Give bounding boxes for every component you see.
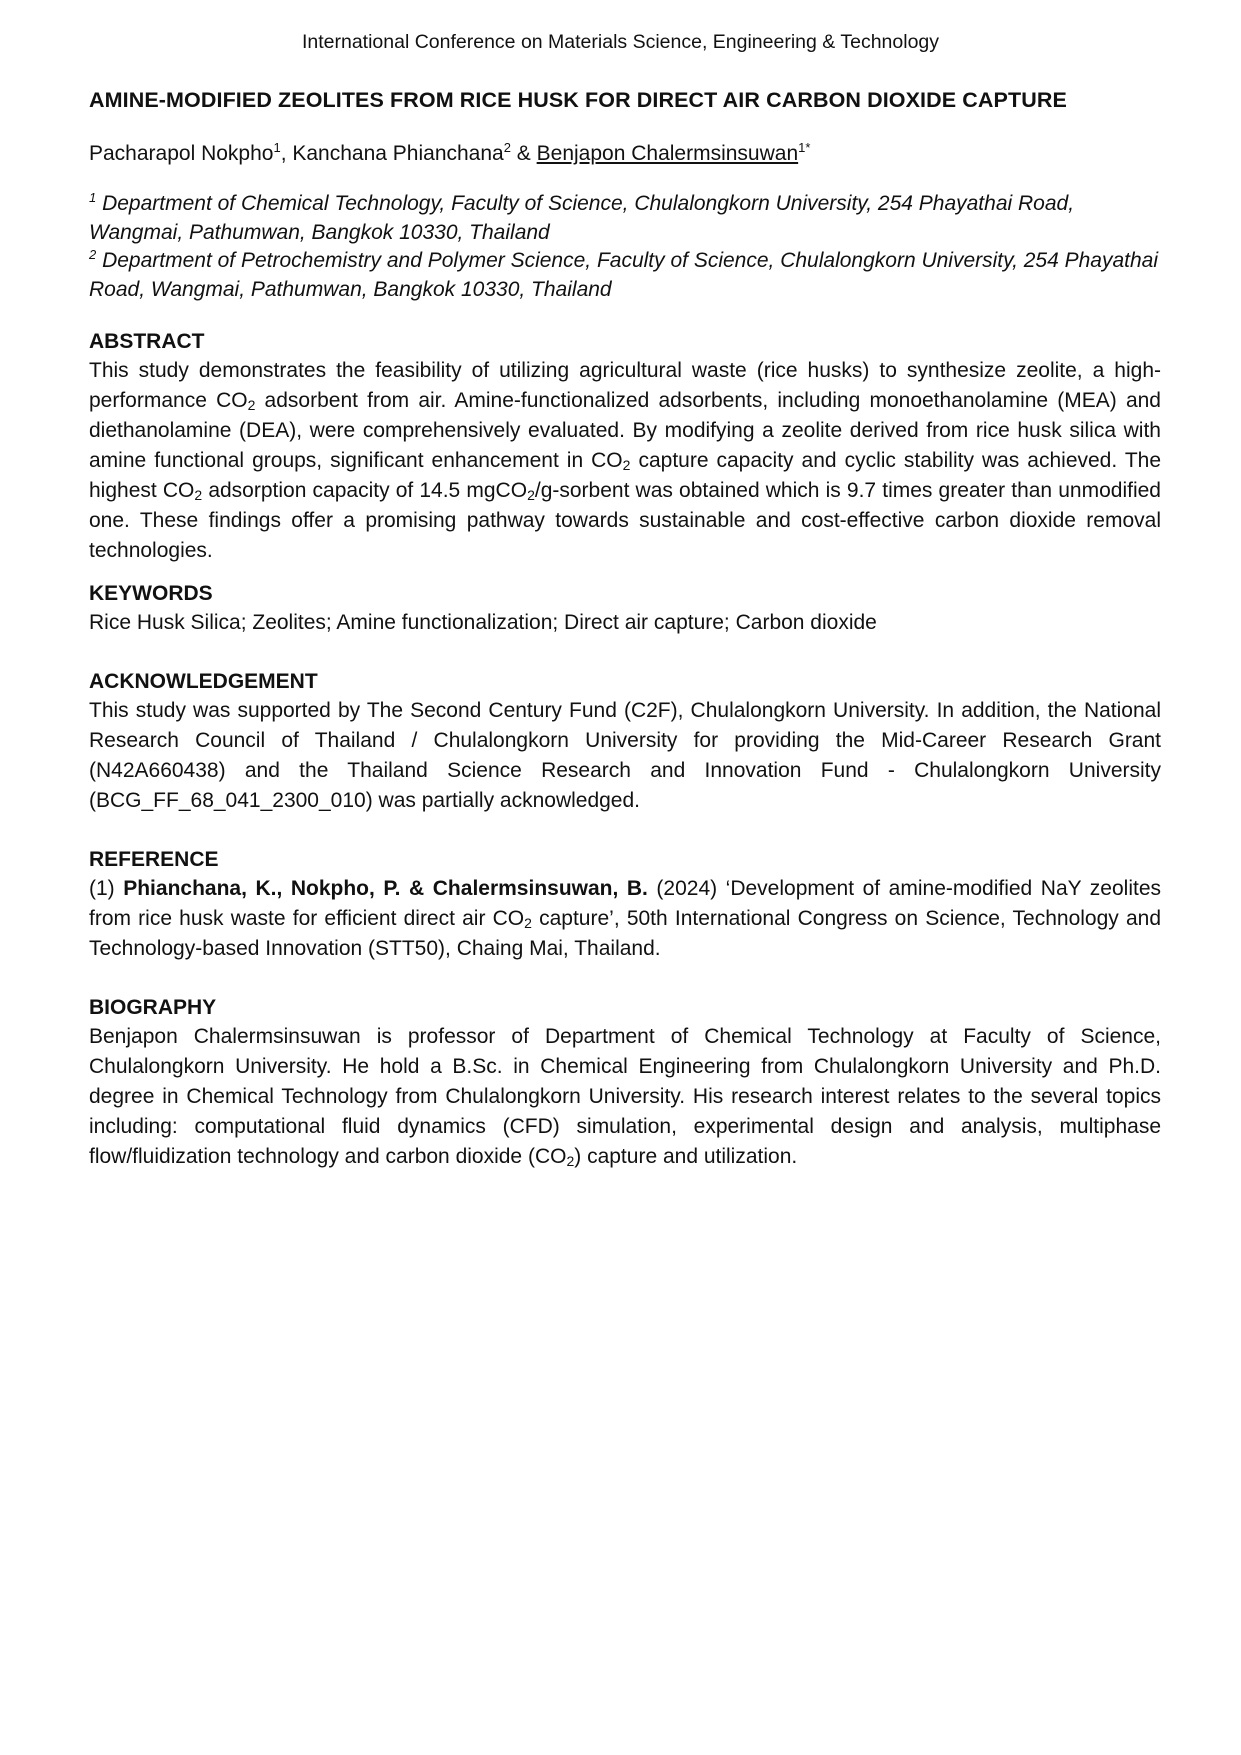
- text-run: ) capture and utilization.: [574, 1145, 798, 1168]
- acknowledgement-section: [89, 668, 1161, 816]
- subscript: 2: [566, 1153, 575, 1170]
- affiliation-item: [89, 247, 1161, 304]
- section-heading: ABSTRACT: [89, 330, 205, 353]
- section-heading: ACKNOWLEDGEMENT: [89, 670, 318, 693]
- corresponding-author-name: Benjapon Chalermsinsuwan: [536, 142, 799, 165]
- author-separator: &: [510, 142, 537, 165]
- biography-section: [89, 994, 1161, 1172]
- affiliation-number: 1: [89, 190, 97, 205]
- subscript: 2: [527, 487, 535, 504]
- paper-title: AMINE-MODIFIED ZEOLITES FROM RICE HUSK FOR DIRECT AIR CARBON DIOXIDE CAPTURE: [89, 88, 1067, 112]
- biography-text: [89, 1022, 1161, 1172]
- author-affil-marker: 1: [273, 140, 281, 155]
- keywords-section: [89, 580, 1161, 638]
- text-run: capture capacity and cyclic stability was achieved. The highest CO: [89, 449, 1161, 502]
- text-run: adsorption capacity of 14.5 mgCO: [202, 479, 528, 502]
- section-heading: KEYWORDS: [89, 582, 213, 605]
- spacer: [89, 964, 1161, 994]
- affiliation-item: [89, 190, 1161, 247]
- author-separator: ,: [280, 142, 293, 165]
- text-run: (2024) ‘Development of amine-modified NaY zeolites from rice husk waste for efficient direct air CO: [89, 877, 1162, 930]
- section-heading: BIOGRAPHY: [89, 996, 217, 1019]
- reference-authors: Phianchana, K., Nokpho, P. & Chalermsinsuwan, B.: [123, 877, 648, 900]
- author-affil-marker: 2: [503, 140, 511, 155]
- subscript: 2: [247, 397, 256, 414]
- reference-number: (1): [89, 877, 124, 900]
- subscript: 2: [524, 915, 532, 932]
- text-run: adsorbent from air. Amine-functionalized adsorbents, including monoethanolamine (MEA) and diethanolamine (DEA), were comprehensively evaluated. By modifying a zeolite derived from rice husk silica with amine functional groups, significant enhancement in CO: [89, 389, 1161, 472]
- affiliations: [89, 190, 1161, 304]
- affiliation-text: Department of Petrochemistry and Polymer Science, Faculty of Science, Chulalongkorn University, 254 Phayathai Road, Wangmai, Pathumwan, Bangkok 10330, Thailand: [89, 249, 1159, 301]
- text-run: Benjapon Chalermsinsuwan is professor of Department of Chemical Technology at Faculty of Science, Chulalongkorn University. He hold a B.Sc. in Chemical Engineering from Chulalongkorn University and Ph.D. degree in Chemical Technology from Chulalongkorn University. His research interest relates to the several topics including: computational fluid dynamics (CFD) simulation, experimental design and analysis, multiphase flow/fluidization technology and carbon dioxide (CO: [89, 1025, 1161, 1168]
- abstract-text: [89, 356, 1161, 566]
- section-heading: REFERENCE: [89, 848, 219, 871]
- spacer: [89, 816, 1161, 846]
- text-run: capture’, 50th International Congress on Science, Technology and Technology-based Innovation (STT50), Chaing Mai, Thailand.: [89, 907, 1161, 960]
- keywords-text: Rice Husk Silica; Zeolites; Amine functionalization; Direct air capture; Carbon dioxide: [89, 611, 877, 634]
- reference-item: [89, 874, 1161, 964]
- conference-header: International Conference on Materials Science, Engineering & Technology: [301, 31, 940, 53]
- author-name: Kanchana Phianchana: [292, 142, 504, 165]
- affiliation-text: Department of Chemical Technology, Faculty of Science, Chulalongkorn University, 254 Phayathai Road, Wangmai, Pathumwan, Bangkok 10330, Thailand: [89, 192, 1075, 244]
- text-run: This study demonstrates the feasibility of utilizing agricultural waste (rice husks) to synthesize zeolite, a high-performance CO: [89, 359, 1161, 412]
- affiliation-number: 2: [89, 247, 97, 262]
- spacer: [89, 638, 1161, 668]
- author-list: [89, 140, 1161, 168]
- author-affil-marker: 1*: [798, 140, 811, 155]
- subscript: 2: [622, 457, 631, 474]
- acknowledgement-text: This study was supported by The Second Century Fund (C2F), Chulalongkorn University. In addition, the National Research Council of Thailand / Chulalongkorn University for providing the Mid-Career Research Grant (N42A660438) and the Thailand Science Research and Innovation Fund - Chulalongkorn University (BCG_FF_68_041_2300_010) was partially acknowledged.: [89, 699, 1161, 812]
- text-run: /g-sorbent was obtained which is 9.7 times greater than unmodified one. These findings offer a promising pathway towards sustainable and cost-effective carbon dioxide removal technologies.: [89, 479, 1161, 562]
- author-name: Pacharapol Nokpho: [89, 142, 274, 165]
- abstract-section: [89, 328, 1161, 566]
- spacer: [89, 566, 1161, 580]
- subscript: 2: [194, 487, 203, 504]
- reference-section: [89, 846, 1161, 964]
- paper-body: [89, 86, 1161, 1172]
